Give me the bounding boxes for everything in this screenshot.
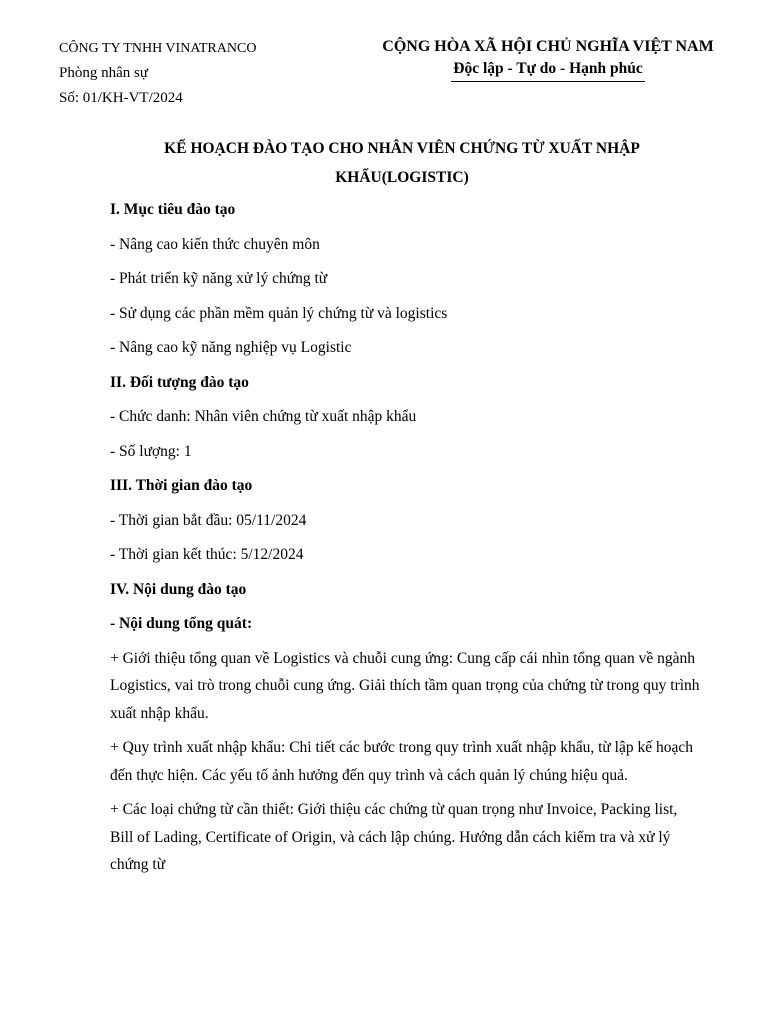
document-body — [110, 196, 700, 886]
document-title: KẾ HOẠCH ĐÀO TẠO CHO NHÂN VIÊN CHỨNG TỪ XUẤT NHẬP KHẨU(LOGISTIC) — [164, 140, 640, 186]
document-header-left — [59, 36, 256, 111]
list-item: - Chức danh: Nhân viên chứng từ xuất nhập khẩu — [110, 408, 417, 425]
section-heading: II. Đối tượng đào tạo — [110, 373, 249, 391]
list-item: - Sử dụng các phần mềm quản lý chứng từ và logistics — [110, 304, 448, 322]
section-heading: I. Mục tiêu đào tạo — [110, 201, 236, 218]
list-item: - Phát triển kỹ năng xử lý chứng từ — [110, 270, 328, 287]
document-header-right — [362, 36, 734, 82]
section-heading: III. Thời gian đào tạo — [110, 477, 253, 494]
list-item: - Thời gian kết thúc: 5/12/2024 — [110, 546, 304, 563]
content-paragraph: + Giới thiệu tổng quan về Logistics và chuỗi cung ứng: Cung cấp cái nhìn tổng quan về ngành Logistics, vai trò trong chuỗi cung ứng. Giải thích tầm quan trọng của chứng từ trong quy trình xuất nhập khẩu. — [110, 649, 700, 722]
company-name: CÔNG TY TNHH VINATRANCO — [59, 41, 257, 56]
content-paragraph: + Quy trình xuất nhập khẩu: Chi tiết các bước trong quy trình xuất nhập khẩu, từ lập kế hoạch đến thực hiện. Các yếu tố ảnh hưởng đến quy trình và cách quản lý chúng hiệu quả. — [110, 739, 693, 784]
national-motto: Độc lập - Tự do - Hạnh phúc — [451, 58, 644, 82]
department-name: Phòng nhân sự — [59, 65, 148, 81]
section-subheading: - Nội dung tổng quát: — [110, 615, 253, 632]
document-number: Số: 01/KH-VT/2024 — [59, 90, 183, 106]
list-item: - Thời gian bắt đầu: 05/11/2024 — [110, 511, 307, 529]
section-heading: IV. Nội dung đào tạo — [110, 580, 247, 598]
list-item: - Nâng cao kỹ năng nghiệp vụ Logistic — [110, 339, 352, 356]
national-title: CỘNG HÒA XÃ HỘI CHỦ NGHĨA VIỆT NAM — [382, 38, 714, 55]
content-paragraph: + Các loại chứng từ cần thiết: Giới thiệu các chứng từ quan trọng như Invoice, Packing list, Bill of Lading, Certificate of Origin, và cách lập chúng. Hướng dẫn cách kiểm tra và xử lý chứng từ — [110, 801, 678, 873]
list-item: - Nâng cao kiến thức chuyên môn — [110, 235, 320, 253]
list-item: - Số lượng: 1 — [110, 442, 192, 460]
